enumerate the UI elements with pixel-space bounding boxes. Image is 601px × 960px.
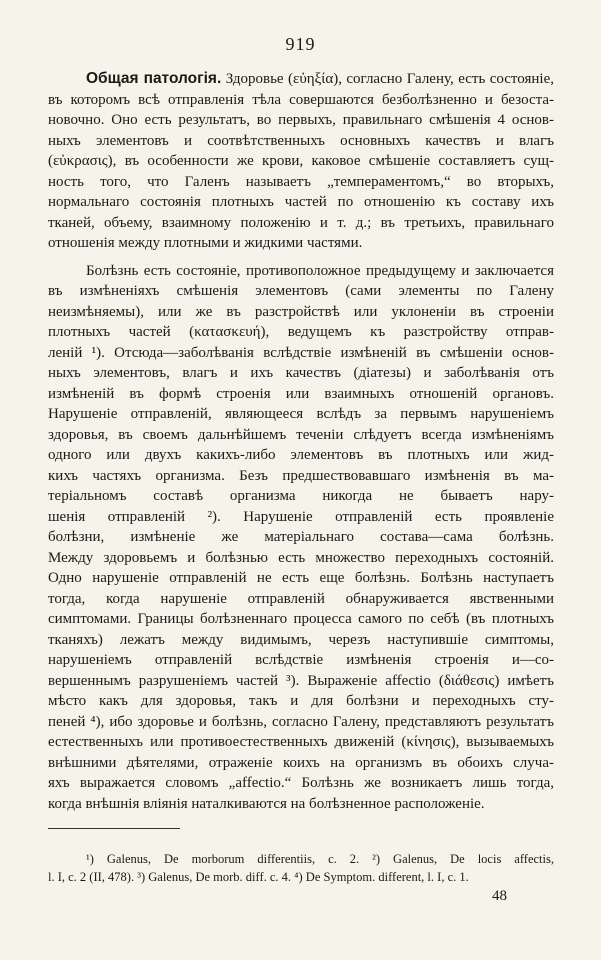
text-line: кихъ частяхъ организма. Безъ предшествовавшаго измѣненія въ ма- bbox=[48, 467, 554, 484]
signature-number: 48 bbox=[492, 888, 507, 904]
text-line: Болѣзнь есть состояніе, противоположное предыдущему и заключается bbox=[86, 262, 554, 279]
text-line: неизмѣняемы), или же въ разстройствѣ или уклоненіи въ строеніи bbox=[48, 303, 554, 320]
footnote-divider bbox=[48, 828, 180, 829]
text-line: въ которомъ всѣ отправленія тѣла совершаются безболѣзненно и безоста- bbox=[48, 91, 554, 108]
footnote-line: l. I, c. 2 (II, 478). ³) Galenus, De morb. diff. c. 4. ⁴) De Symptom. different, l. I, c. 1. bbox=[48, 870, 469, 884]
text-line: тканяхъ) лежатъ между видимымъ, черезъ наступившіе симптомы, bbox=[48, 631, 554, 648]
main-text bbox=[48, 69, 554, 814]
paragraph-1-first-line bbox=[48, 69, 554, 90]
paragraph-2 bbox=[48, 261, 554, 815]
paragraph-1 bbox=[48, 90, 554, 254]
text-line: плотныхъ частей (κατασκευή), ведущемъ къ разстройству отправ- bbox=[48, 324, 554, 340]
text-line: внѣшними дѣятелями, отраженіе коихъ на организмъ въ обоихъ случа- bbox=[48, 754, 554, 771]
text-line: Между здоровьемъ и болѣзнью есть множество переходныхъ состояній. bbox=[48, 549, 554, 566]
text-line: яхъ выражается словомъ „affectio.“ Болѣзнь же возникаетъ лишь тогда, bbox=[48, 775, 554, 791]
text-line: нормальнаго состоянія плотныхъ частей по отношенію къ составу ихъ bbox=[48, 194, 554, 210]
text-line: тогда, когда нарушеніе отправленій обнаруживается явственными bbox=[48, 590, 554, 607]
text-line: здоровья, въ своемъ дальнѣйшемъ теченіи слѣдуетъ всегда измѣненіямъ bbox=[48, 426, 554, 443]
text-line: измѣненій въ формѣ строенія или взаимныхъ отношеній органовъ. bbox=[48, 385, 554, 402]
text-line: теріальномъ составѣ организма никогда не бываетъ нару- bbox=[48, 488, 554, 504]
text-line: шенія отправленій ²). Нарушеніе отправленій есть проявленіе bbox=[48, 508, 554, 525]
text-line: когда внѣшнія вліянія наталкиваются на болѣзненное расположеніе. bbox=[48, 795, 485, 812]
text-line: мѣсто какъ для здоровья, такъ и для болѣзни и переходныхъ сту- bbox=[48, 693, 554, 709]
page-number: 919 bbox=[285, 34, 316, 54]
text-line: леній ¹). Отсюда—заболѣванія вслѣдствіе измѣненій въ смѣшеніи основ- bbox=[48, 344, 554, 361]
text-line: Нарушеніе отправленій, являющееся вслѣдъ за первымъ нарушеніемъ bbox=[48, 406, 554, 422]
footnote-line: ¹) Galenus, De morborum differentiis, c. 2. ²) Galenus, De locis affectis, bbox=[86, 852, 554, 866]
text-line: (εὐκρασις), въ особенности же крови, каковое смѣшеніе составляетъ сущ- bbox=[48, 153, 554, 169]
text-line: вершеннымъ разрушеніемъ частей ³). Выраженіе affectio (διάθεσις) имѣетъ bbox=[48, 672, 554, 689]
text-line: ныхъ элементовъ и соотвѣтственныхъ основныхъ качествъ и влагъ bbox=[48, 132, 554, 149]
text-line: нарушеніемъ отправленій вслѣдствіе измѣненія строенія и—со- bbox=[48, 652, 554, 668]
text-line: болѣзни, измѣненіе же матеріальнаго состава—сама болѣзнь. bbox=[48, 529, 554, 545]
text-line: одного или двухъ какихъ-либо элементовъ въ плотныхъ или жид- bbox=[48, 447, 554, 463]
text-line: Одно нарушеніе отправленій не есть еще болѣзнь. Болѣзнь наступаетъ bbox=[48, 570, 554, 586]
text-line: естественныхъ или противоестественныхъ движеній (κίνησις), вызываемыхъ bbox=[48, 734, 554, 750]
text-line: пеней ⁴), ибо здоровье и болѣзнь, согласно Галену, представляютъ результатъ bbox=[48, 713, 554, 730]
paragraph-1-opening: Здоровье (εὐηξία), согласно Галену, есть состояніе, bbox=[225, 71, 554, 87]
footnotes bbox=[48, 850, 554, 886]
text-line: симптомами. Границы болѣзненнаго процесса самого по себѣ (въ плотныхъ bbox=[48, 611, 554, 627]
section-heading: Общая патологія. bbox=[86, 70, 222, 87]
text-line: отношенія между плотными и жидкими частями. bbox=[48, 235, 363, 251]
text-line: тканей, объему, взаимному положенію и т. д.; въ третьихъ, правильнаго bbox=[48, 214, 554, 231]
text-line: въ измѣненіяхъ смѣшенія элементовъ (сами элементы по Галену bbox=[48, 283, 554, 299]
text-line: ность того, что Галенъ называетъ „темпераментомъ,“ во вторыхъ, bbox=[48, 173, 554, 190]
text-line: ныхъ элементовъ, влагъ и ихъ качествъ (діатезы) и заболѣванія отъ bbox=[48, 365, 554, 381]
text-line: новочно. Оно есть результатъ, во первыхъ, правильнаго смѣшенія 4 основ- bbox=[48, 112, 554, 128]
